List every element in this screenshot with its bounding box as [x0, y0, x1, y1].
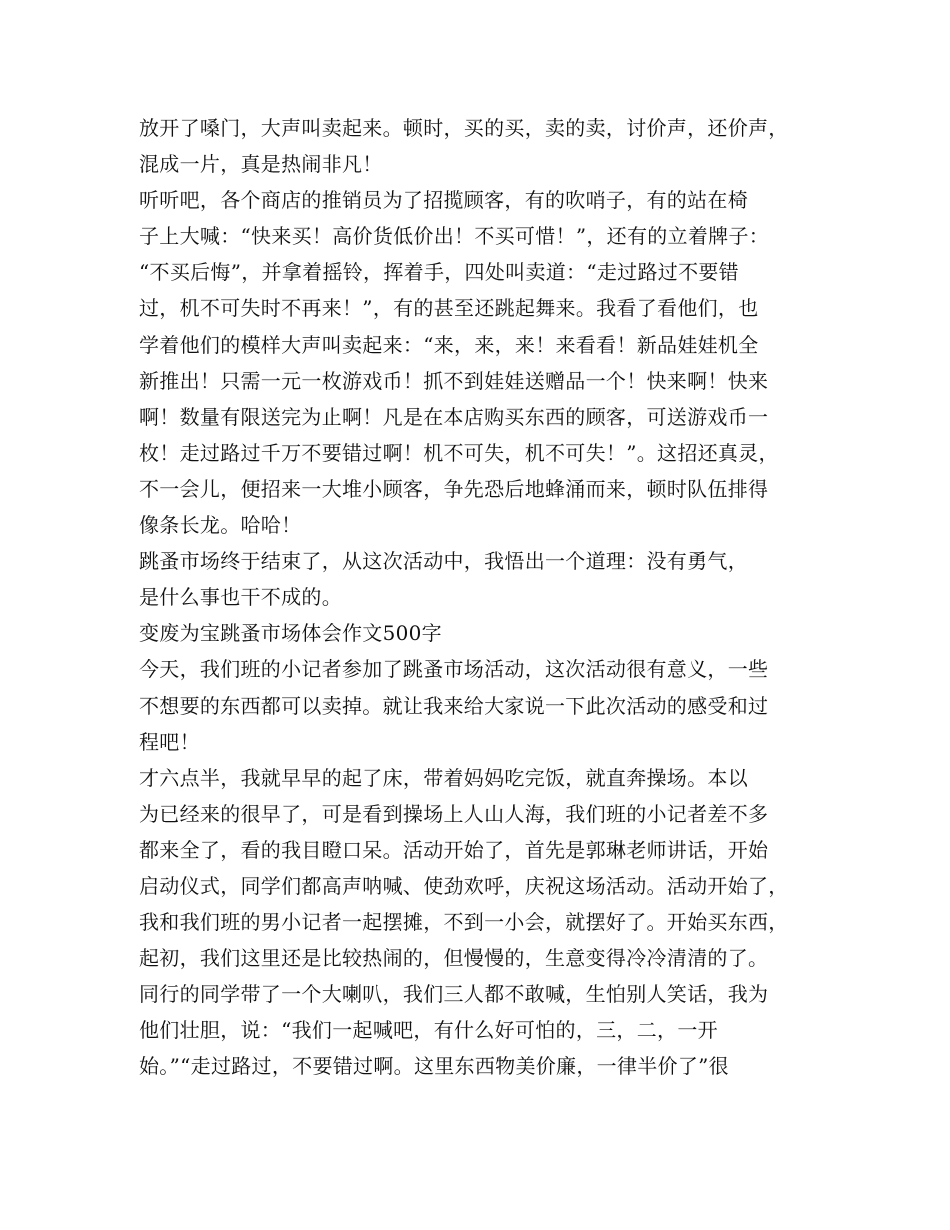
text-line: 新推出！只需一元一枚游戏币！抓不到娃娃送赠品一个！快来啊！快来	[139, 368, 769, 393]
text-line: “不买后悔”，并拿着摇铃，挥着手，四处叫卖道：“走过路过不要错	[139, 260, 739, 285]
text-line: 子上大喊：“快来买！高价货低价出！不买可惜！”，还有的立着牌子：	[139, 224, 770, 249]
text-line: 不一会儿，便招来一大堆小顾客，争先恐后地蜂涌而来，顿时队伍排得	[139, 476, 769, 501]
text-line: 始。”“走过路过，不要错过啊。这里东西物美价廉，一律半价了”很	[139, 1054, 729, 1079]
text-line: 才六点半，我就早早的起了床，带着妈妈吃完饭，就直奔操场。本以	[139, 765, 748, 790]
text-line: 混成一片，真是热闹非凡！	[139, 152, 383, 177]
text-line: 程吧！	[139, 729, 200, 754]
text-line: 听听吧，各个商店的推销员为了招揽顾客，有的吹哨子，有的站在椅	[139, 188, 748, 213]
text-line: 为已经来的很早了，可是看到操场上人山人海，我们班的小记者差不多	[139, 801, 769, 826]
text-line: 学着他们的模样大声叫卖起来：“来，来，来！来看看！新品娃娃机全	[139, 332, 759, 357]
text-line: 都来全了，看的我目瞪口呆。活动开始了，首先是郭琳老师讲话，开始	[139, 837, 769, 862]
text-line: 我和我们班的男小记者一起摆摊，不到一小会，就摆好了。开始买东西，	[139, 910, 789, 935]
text-line: 起初，我们这里还是比较热闹的，但慢慢的，生意变得冷冷清清的了。	[139, 946, 769, 971]
essay-title: 变废为宝跳蚤市场体会作文500字	[139, 621, 442, 646]
text-line: 启动仪式，同学们都高声呐喊、使劲欢呼，庆祝这场活动。活动开始了，	[139, 873, 789, 898]
text-line: 不想要的东西都可以卖掉。就让我来给大家说一下此次活动的感受和过	[139, 693, 769, 718]
essay-text	[139, 110, 839, 1085]
text-line: 同行的同学带了一个大喇叭，我们三人都不敢喊，生怕别人笑话，我为	[139, 982, 769, 1007]
text-line: 过，机不可失时不再来！”，有的甚至还跳起舞来。我看了看他们，也	[139, 296, 759, 321]
text-line: 跳蚤市场终于结束了，从这次活动中，我悟出一个道理：没有勇气，	[139, 549, 748, 574]
text-line: 枚！走过路过千万不要错过啊！机不可失，机不可失！”。这招还真灵，	[139, 440, 779, 465]
text-line: 是什么事也干不成的。	[139, 585, 342, 610]
text-line: 像条长龙。哈哈！	[139, 513, 302, 538]
text-line: 放开了嗓门，大声叫卖起来。顿时，买的买，卖的卖，讨价声，还价声，	[139, 116, 789, 140]
text-line: 他们壮胆，说：“我们一起喊吧，有什么好可怕的，三，二，一开	[139, 1018, 718, 1043]
text-line: 啊！数量有限送完为止啊！凡是在本店购买东西的顾客，可送游戏币一	[139, 404, 769, 429]
text-line: 今天，我们班的小记者参加了跳蚤市场活动，这次活动很有意义，一些	[139, 657, 769, 682]
